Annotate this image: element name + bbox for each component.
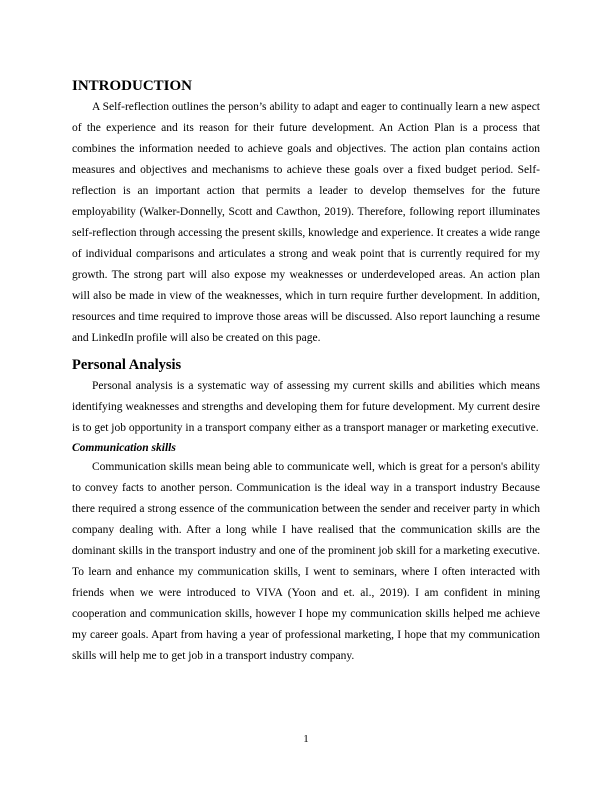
communication-skills-heading: Communication skills — [72, 442, 176, 454]
communication-skills-paragraph: Communication skills mean being able to communicate well, which is great for a person's ability to convey facts to another person. Communication is the ideal way in a transport industry Because there required a strong essence of the communication between the sender and receiver party in which company dealing with. After a long while I have realised that the communication skills are the dominant skills in the transport industry and one of the prominent job skill for a marketing executive. To learn and enhance my communication skills, I went to seminars, where I often interacted with friends when we were introduced to VIVA (Yoon and et. al., 2019). I am confident in mining cooperation and communication skills, however I hope my communication skills helped me achieve my career goals. Apart from having a year of professional marketing, I hope that my communication skills will help me to get job in a transport industry company. — [72, 461, 540, 662]
introduction-heading: INTRODUCTION — [72, 78, 193, 94]
page-number: 1 — [303, 733, 309, 745]
introduction-paragraph: A Self-reflection outlines the person’s ability to adapt and eager to continually learn a new aspect of the experience and its reason for their future development. An Action Plan is a process that combines the information needed to achieve goals and objectives. The action plan contains action measures and objectives and mechanisms to achieve these goals over a fixed budget period. Self-reflection is an important action that permits a leader to develop themselves for the future employability (Walker-Donnelly, Scott and Cawthon, 2019). Therefore, following report illuminates self-reflection through accessing the present skills, knowledge and experience. It creates a wide range of individual comparisons and articulates a strong and weak point that is currently required for my growth. The strong part will also expose my weaknesses or underdeveloped areas. An action plan will also be made in view of the weaknesses, which in turn require further development. In addition, resources and time required to improve those areas will be discussed. Also report launching a resume and LinkedIn profile will also be created on this page. — [72, 101, 540, 344]
personal-analysis-paragraph: Personal analysis is a systematic way of assessing my current skills and abilities which means identifying weaknesses and strengths and developing them for future development. My current desire is to get job opportunity in a transport company either as a transport manager or marketing executive. — [72, 380, 540, 434]
personal-analysis-heading: Personal Analysis — [72, 357, 182, 373]
document-body — [72, 76, 540, 667]
